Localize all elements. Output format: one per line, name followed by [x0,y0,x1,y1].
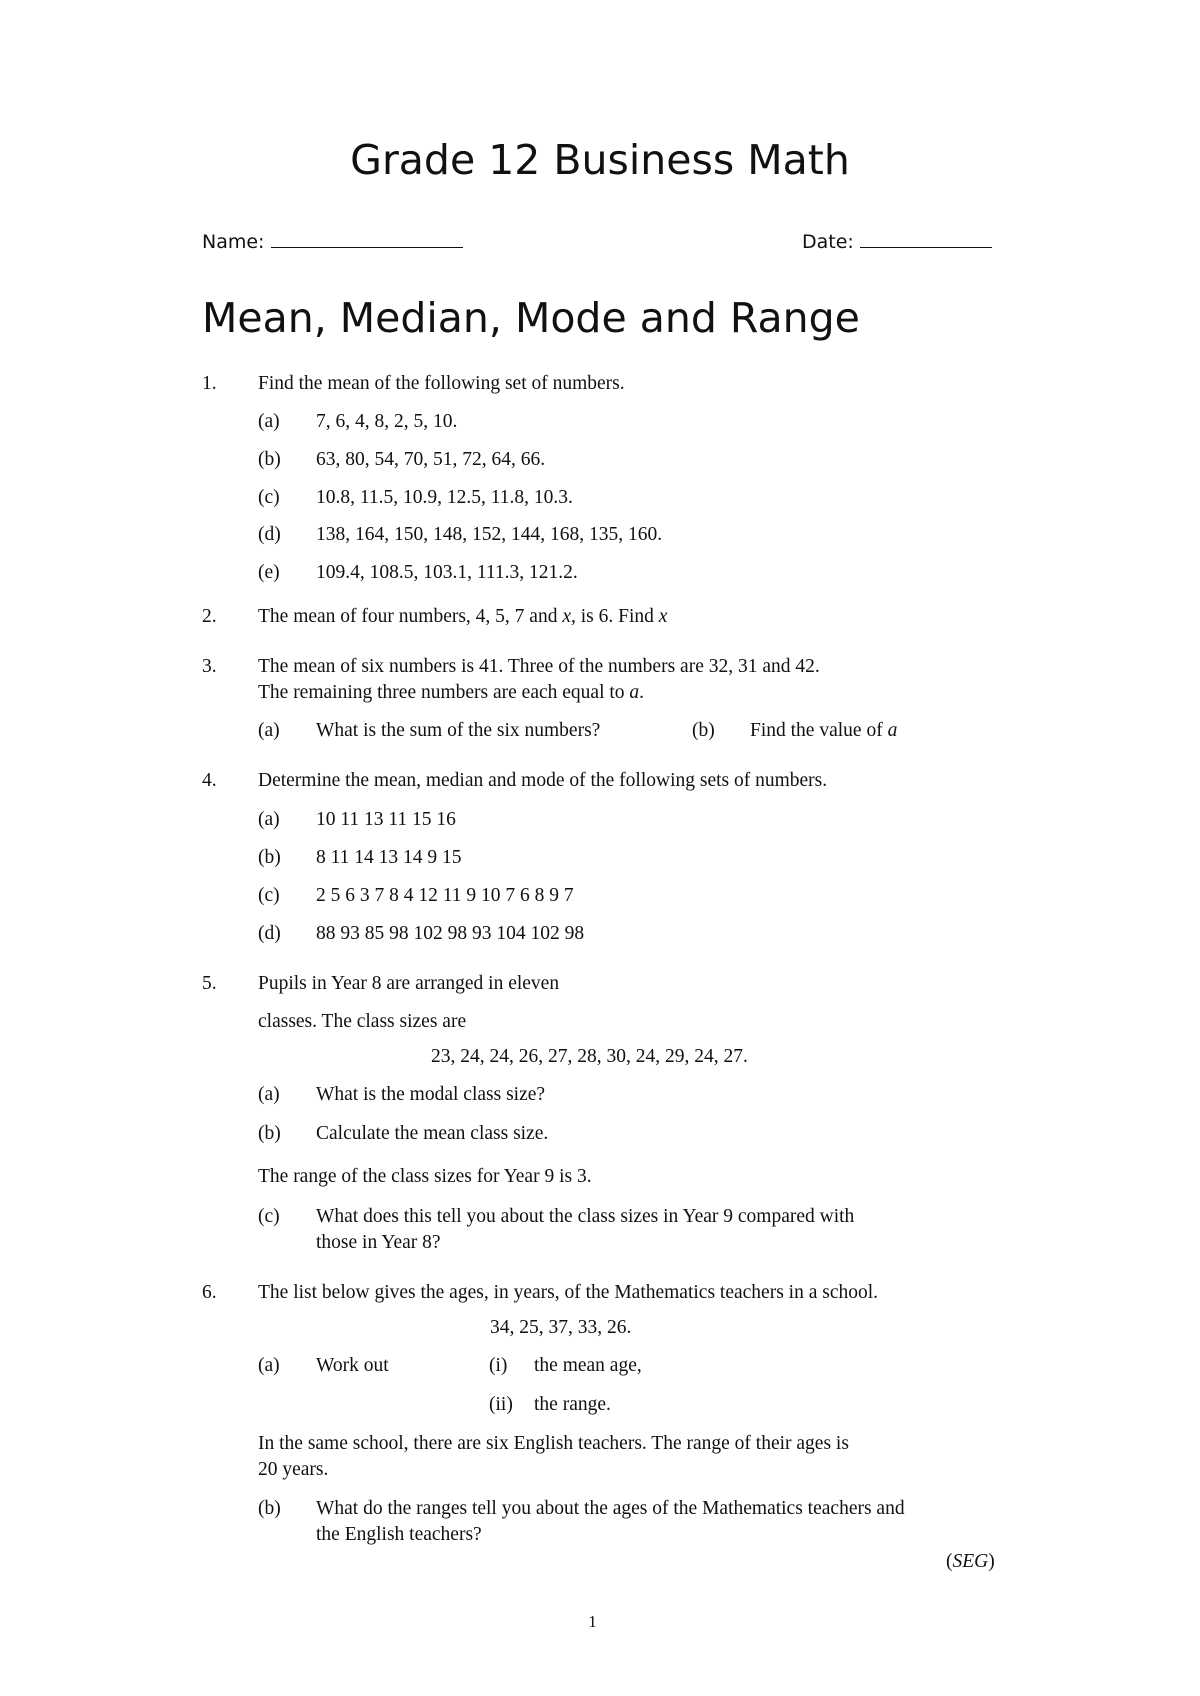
q1-part-label: (c) [258,487,280,508]
q6-source-citation: (SEG) [946,1551,995,1572]
q5-range-text: The range of the class sizes for Year 9 is 3. [258,1166,592,1187]
q6-text: The list below gives the ages, in years, of the Mathematics teachers in a school. [258,1282,879,1303]
q4-part-text: 2 5 6 3 7 8 4 12 11 9 10 7 6 8 9 7 [316,885,574,906]
q5-part-b-label: (b) [258,1123,281,1144]
q1-part-text: 138, 164, 150, 148, 152, 144, 168, 135, 160. [316,524,663,545]
date-field [802,229,992,253]
q4-part-label: (d) [258,923,281,944]
name-blank-line [271,229,463,248]
q3-line2: The remaining three numbers are each equal to a. [258,682,645,703]
q5-part-a-text: What is the modal class size? [316,1084,546,1105]
q3-part-a-text: What is the sum of the six numbers? [316,720,601,741]
q6-english-line1: In the same school, there are six English teachers. The range of their ages is [258,1433,849,1454]
q1-part-label: (e) [258,562,280,583]
page-number: 1 [588,1612,597,1631]
q4-part-text: 88 93 85 98 102 98 93 104 102 98 [316,923,585,944]
q2-variable: x [658,606,668,627]
q6-part-a-text: Work out [316,1355,389,1376]
q3-variable: a [887,720,898,741]
q6-sub-ii-label: (ii) [489,1394,513,1415]
name-field [202,229,463,253]
date-label: Date: [802,231,854,253]
q2-text: The mean of four numbers, 4, 5, 7 and x, is 6. Find x [258,606,668,627]
q6-part-b-line2: the English teachers? [316,1524,482,1545]
q6-number: 6. [202,1282,217,1303]
q6-part-b-label: (b) [258,1498,281,1519]
section-title: Mean, Median, Mode and Range [202,294,860,342]
q4-part-label: (b) [258,847,281,868]
q1-part-text: 7, 6, 4, 8, 2, 5, 10. [316,411,458,432]
q3-line1: The mean of six numbers is 41. Three of the numbers are 32, 31 and 42. [258,656,820,677]
q5-part-c-line1: What does this tell you about the class sizes in Year 9 compared with [316,1206,855,1227]
q3-number: 3. [202,656,217,677]
q3-part-b-label: (b) [692,720,715,741]
name-label: Name: [202,231,265,253]
q6-sub-ii-text: the range. [534,1394,611,1415]
q1-part-label: (b) [258,449,281,470]
q5-line2: classes. The class sizes are [258,1011,467,1032]
q6-part-b-line1: What do the ranges tell you about the ages of the Mathematics teachers and [316,1498,905,1519]
q4-part-text: 8 11 14 13 14 9 15 [316,847,462,868]
q2-variable: x [562,606,571,627]
q1-part-text: 10.8, 11.5, 10.9, 12.5, 11.8, 10.3. [316,487,573,508]
q5-part-c-line2: those in Year 8? [316,1232,441,1253]
q6-english-line2: 20 years. [258,1459,329,1480]
q5-part-c-label: (c) [258,1206,280,1227]
q4-text: Determine the mean, median and mode of the following sets of numbers. [258,770,828,791]
q4-part-label: (c) [258,885,280,906]
q5-line1: Pupils in Year 8 are arranged in eleven [258,973,560,994]
q6-data: 34, 25, 37, 33, 26. [490,1317,632,1338]
q4-part-text: 10 11 13 11 15 16 [316,809,456,830]
q3-variable: a [629,682,640,703]
q3-part-b-text: Find the value of a [750,720,898,741]
q1-part-label: (d) [258,524,281,545]
q1-part-text: 109.4, 108.5, 103.1, 111.3, 121.2. [316,562,578,583]
q5-data: 23, 24, 24, 26, 27, 28, 30, 24, 29, 24, 27. [431,1046,748,1067]
date-blank-line [860,229,992,248]
q1-text: Find the mean of the following set of numbers. [258,373,625,394]
q5-part-b-text: Calculate the mean class size. [316,1123,549,1144]
q1-part-label: (a) [258,411,280,432]
page-title: Grade 12 Business Math [350,136,850,184]
q2-number: 2. [202,606,217,627]
q6-sub-i-text: the mean age, [534,1355,642,1376]
q4-number: 4. [202,770,217,791]
q6-sub-i-label: (i) [489,1355,508,1376]
q3-part-a-label: (a) [258,720,280,741]
q5-number: 5. [202,973,217,994]
q4-part-label: (a) [258,809,280,830]
q1-part-text: 63, 80, 54, 70, 51, 72, 64, 66. [316,449,546,470]
q1-number: 1. [202,373,217,394]
q6-part-a-label: (a) [258,1355,280,1376]
q5-part-a-label: (a) [258,1084,280,1105]
